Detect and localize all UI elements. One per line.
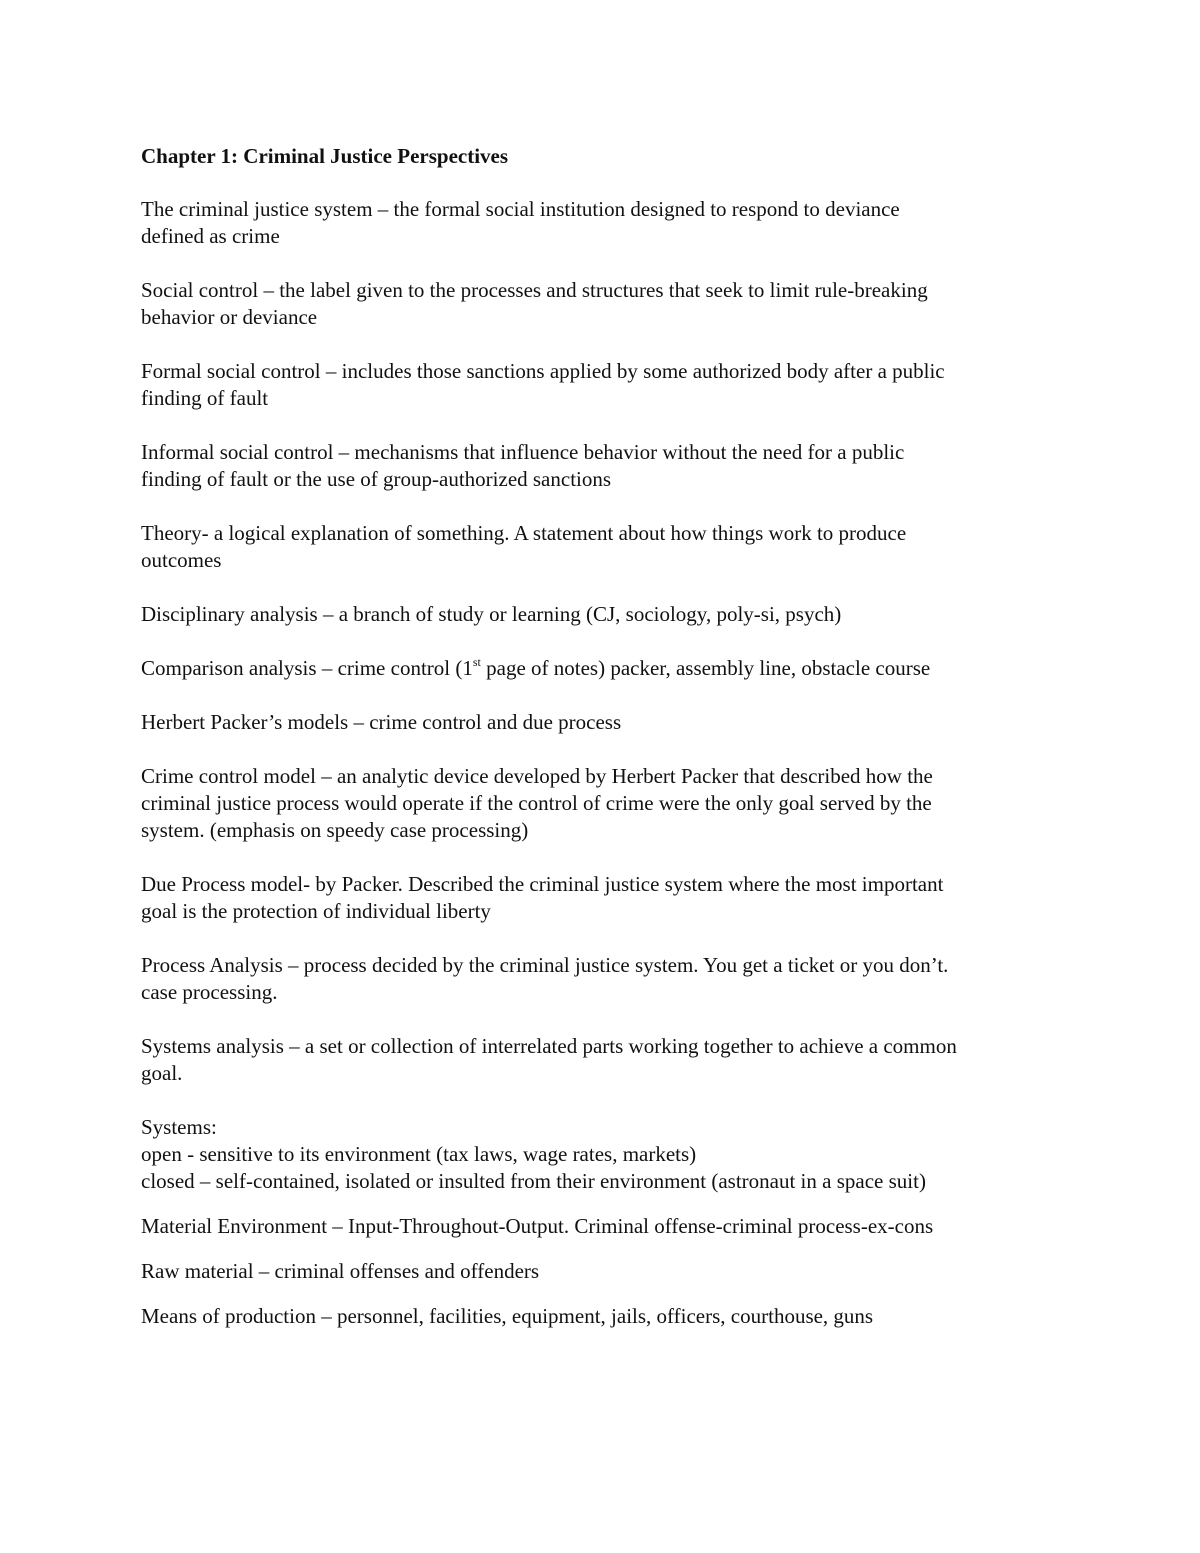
paragraph-criminal-justice-system <box>141 196 1071 250</box>
text-line: defined as crime <box>141 224 280 248</box>
paragraph-due-process-model <box>141 871 1071 925</box>
text-line: system. (emphasis on speedy case processing) <box>141 818 529 842</box>
text-line: Process Analysis – process decided by the criminal justice system. You get a ticket or you don’t. <box>141 953 949 977</box>
text-line: case processing. <box>141 980 278 1004</box>
text-line: Social control – the label given to the processes and structures that seek to limit rule-breaking <box>141 278 928 302</box>
text-line: Means of production – personnel, facilities, equipment, jails, officers, courthouse, guns <box>141 1304 874 1328</box>
text-line: Systems: <box>141 1115 217 1139</box>
text-line: finding of fault or the use of group-authorized sanctions <box>141 467 612 491</box>
text-line: closed – self-contained, isolated or insulted from their environment (astronaut in a space suit) <box>141 1169 926 1193</box>
text-line: Informal social control – mechanisms that influence behavior without the need for a public <box>141 440 905 464</box>
paragraph-systems-analysis <box>141 1033 1071 1087</box>
text-line: Material Environment – Input-Throughout-Output. Criminal offense-criminal process-ex-cons <box>141 1214 934 1238</box>
text-line: Disciplinary analysis – a branch of study or learning (CJ, sociology, poly-si, psych) <box>141 602 842 626</box>
text-line: finding of fault <box>141 386 269 410</box>
paragraph-raw-material <box>141 1258 1071 1285</box>
paragraph-formal-social-control <box>141 358 1071 412</box>
text-line: Crime control model – an analytic device developed by Herbert Packer that described how the <box>141 764 933 788</box>
text-line: Systems analysis – a set or collection of interrelated parts working together to achieve a common <box>141 1034 957 1058</box>
text-line: behavior or deviance <box>141 305 318 329</box>
paragraph-process-analysis <box>141 952 1071 1006</box>
paragraph-disciplinary-analysis <box>141 601 1071 628</box>
comparison-text-before: Comparison analysis – crime control (1 <box>141 656 473 680</box>
paragraph-means-of-production <box>141 1303 1071 1330</box>
text-line: outcomes <box>141 548 222 572</box>
text-line: goal is the protection of individual liberty <box>141 899 491 923</box>
text-line: Formal social control – includes those sanctions applied by some authorized body after a public <box>141 359 945 383</box>
text-line: The criminal justice system – the formal social institution designed to respond to deviance <box>141 197 900 221</box>
paragraph-packer-models <box>141 709 1071 736</box>
text-line: criminal justice process would operate if the control of crime were the only goal served by the <box>141 791 932 815</box>
paragraph-social-control <box>141 277 1071 331</box>
paragraph-systems <box>141 1114 1071 1195</box>
text-line: Raw material – criminal offenses and offenders <box>141 1259 540 1283</box>
text-line: Due Process model- by Packer. Described the criminal justice system where the most important <box>141 872 944 896</box>
paragraph-theory <box>141 520 1071 574</box>
text-line: Theory- a logical explanation of something. A statement about how things work to produce <box>141 521 907 545</box>
text-line <box>141 655 1071 682</box>
text-line: Herbert Packer’s models – crime control and due process <box>141 710 622 734</box>
comparison-text-after: page of notes) packer, assembly line, obstacle course <box>480 656 931 680</box>
paragraph-comparison-analysis <box>141 655 1071 682</box>
ordinal-superscript: st <box>472 655 481 669</box>
text-line: goal. <box>141 1061 183 1085</box>
paragraph-crime-control-model <box>141 763 1071 844</box>
paragraph-informal-social-control <box>141 439 1071 493</box>
text-line: open - sensitive to its environment (tax laws, wage rates, markets) <box>141 1142 697 1166</box>
paragraph-material-environment <box>141 1213 1071 1240</box>
document-page <box>141 143 1071 1348</box>
document-title: Chapter 1: Criminal Justice Perspectives <box>141 144 509 168</box>
